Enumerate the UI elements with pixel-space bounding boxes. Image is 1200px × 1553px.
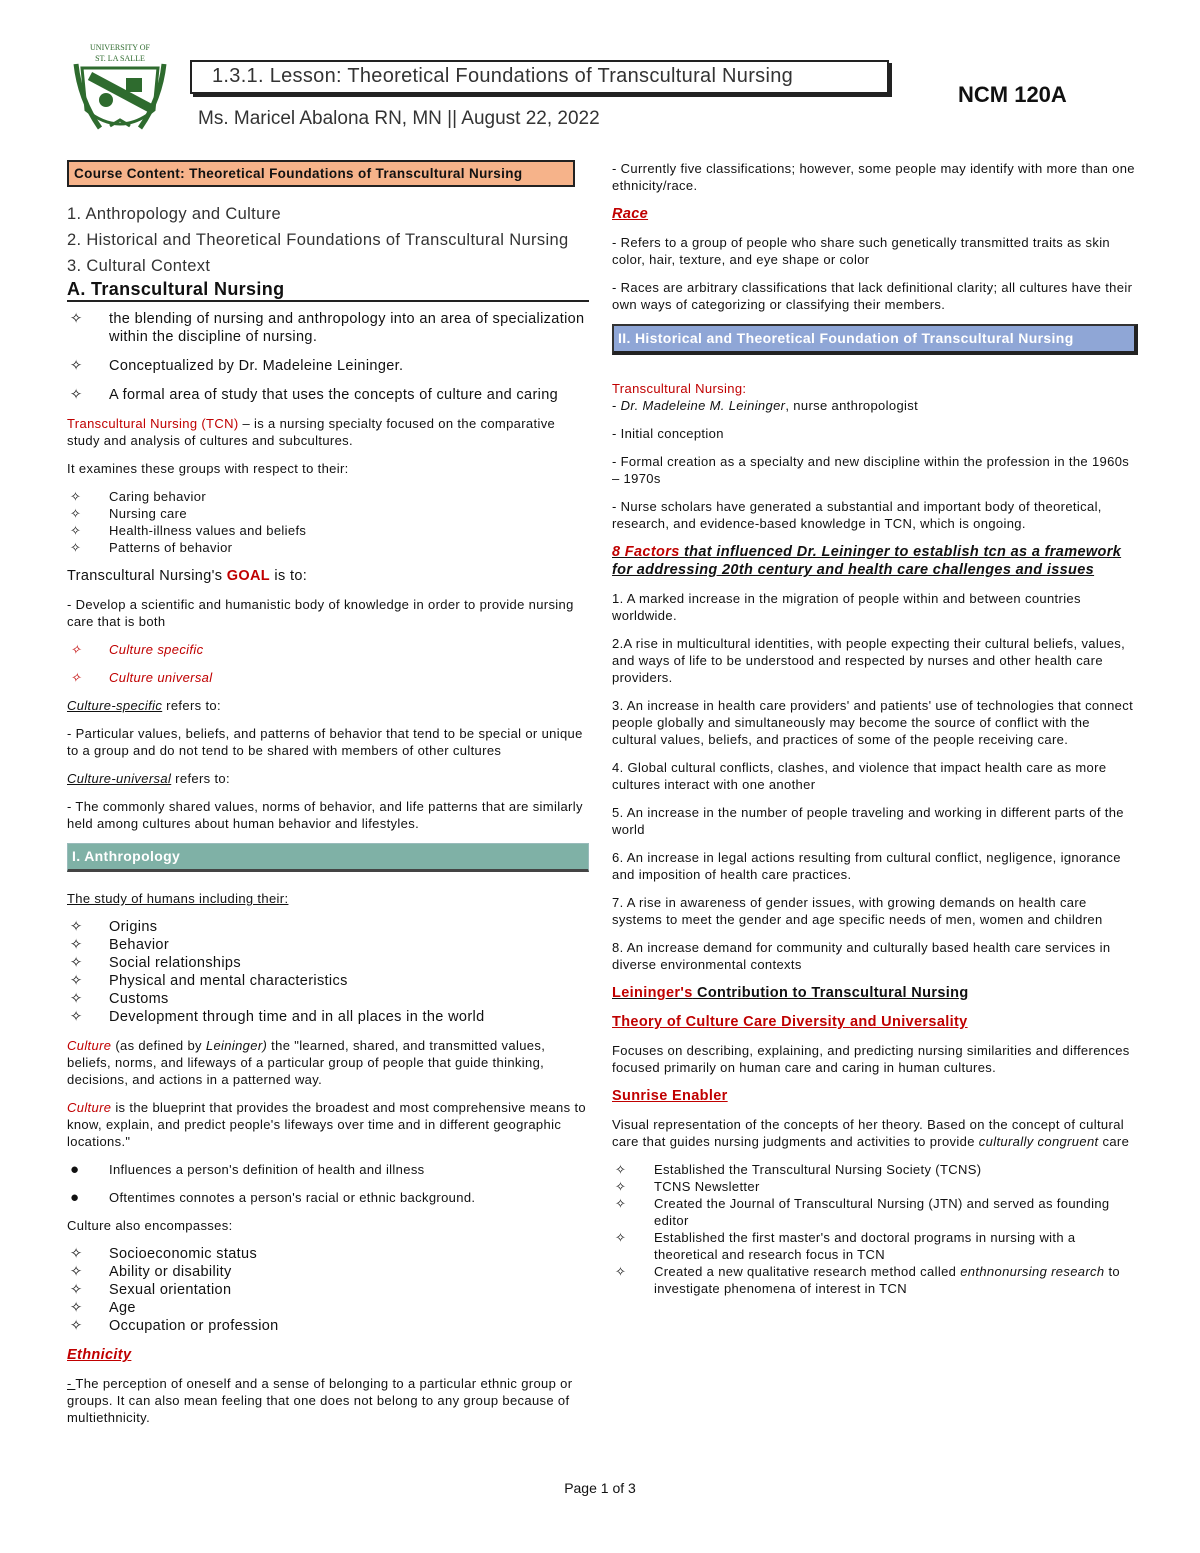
diamond-star-icon: ✧ [70, 1300, 83, 1316]
diamond-star-icon: ✧ [70, 358, 83, 374]
list-item: ✧ Behavior [70, 937, 170, 953]
tn-line: - Initial conception [612, 426, 724, 441]
diamond-star-icon: ✧ [70, 937, 83, 953]
tn-line: - Nurse scholars have generated a substantial and important body of theoretical, research, and evidence-based knowledge in TCN, which is ongoing. [612, 499, 1102, 531]
list-item: ✧ Established the Transcultural Nursing Society (TCNS) [615, 1162, 982, 1177]
list-item: ✧ Culture universal [70, 670, 213, 685]
round-bullet-icon: ● [70, 1161, 80, 1178]
course-code: NCM 120A [958, 82, 1067, 107]
culture-universal-label: Culture-universal refers to: [67, 771, 230, 786]
list-item: ✧ Socioeconomic status [70, 1246, 258, 1262]
list-item: ✧ Social relationships [70, 955, 241, 971]
list-item: ✧ Sexual orientation [70, 1282, 232, 1298]
culture-specific-def: - Particular values, beliefs, and patterns of behavior that tend to be special or unique to a group and do not tend to be shared with members of other cultures [67, 726, 583, 758]
list-item: ✧ Physical and mental characteristics [70, 973, 348, 989]
right-column [612, 160, 1138, 1297]
list-item: ✧ Created the Journal of Transcultural Nursing (JTN) and served as founding editor [615, 1196, 1110, 1228]
list-item: ● Oftentimes connotes a person's racial or ethnic background. [70, 1189, 476, 1206]
toc-item: 2. Historical and Theoretical Foundations of Transcultural Nursing [67, 231, 569, 249]
diamond-star-icon: ✧ [70, 955, 83, 971]
diamond-star-icon: ✧ [70, 919, 83, 935]
list-item: ✧ Established the first master's and doctoral programs in nursing with a theoretical and research focus in TCN [615, 1230, 1076, 1262]
diamond-star-icon: ✧ [70, 1264, 83, 1280]
ethnicity-def: - The perception of oneself and a sense of belonging to a particular ethnic group or groups. It can also mean feeling that one does not belong to any group because of multiethnicity. [67, 1376, 573, 1425]
factor-item: 1. A marked increase in the migration of people within and between countries worldwide. [612, 591, 1081, 623]
anthropology-header: I. Anthropology [67, 843, 589, 872]
factor-item: 5. An increase in the number of people traveling and working in different parts of the world [612, 805, 1124, 837]
factor-item: 3. An increase in health care providers' and patients' use of technologies that connect people globally and simultaneously may become the source of conflict with the cultural values, beliefs, and practices of some of the people receiving care. [612, 698, 1134, 747]
toc-item: 3. Cultural Context [67, 257, 211, 275]
page-number: Page 1 of 3 [564, 1480, 636, 1496]
list-item: ✧ Created a new qualitative research method called enthnonursing research to investigate phenomena of interest in TCN [615, 1264, 1121, 1296]
lesson-title: 1.3.1. Lesson: Theoretical Foundations of Transcultural Nursing [212, 65, 794, 87]
diamond-star-icon: ✧ [70, 1009, 83, 1025]
diamond-star-icon: ✧ [615, 1179, 627, 1194]
diamond-star-icon: ✧ [70, 1246, 83, 1262]
section-a-heading: A. Transcultural Nursing [67, 281, 589, 302]
diamond-star-icon: ✧ [70, 506, 82, 521]
list-item: ✧ Patterns of behavior [70, 540, 233, 555]
goal-line: Transcultural Nursing's GOAL is to: [67, 568, 308, 584]
list-item: ● Influences a person's definition of health and illness [70, 1161, 425, 1178]
tcn-definition: Transcultural Nursing (TCN) – is a nursing specialty focused on the comparative study and analysis of cultures and subcultures. [67, 416, 556, 448]
factor-item: 2.A rise in multicultural identities, with people expecting their cultural beliefs, values, and ways of life to be understood and respected by nurses and other health care providers. [612, 636, 1126, 685]
toc-item: 1. Anthropology and Culture [67, 205, 282, 223]
list-item: ✧ Age [70, 1300, 136, 1316]
tn-label: Transcultural Nursing: [612, 381, 747, 396]
svg-text:ST. LA SALLE: ST. LA SALLE [95, 54, 145, 63]
encompasses-label: Culture also encompasses: [67, 1218, 233, 1233]
contribution-heading: Leininger's Contribution to Transcultural Nursing [612, 985, 969, 1001]
contribution-list [612, 1161, 1138, 1297]
culture-specific-label: Culture-specific refers to: [67, 698, 221, 713]
culture-definition-2: Culture is the blueprint that provides the broadest and most comprehensive means to know, explain, and predict people's lifeways over time and in different geographic locations." [67, 1100, 586, 1149]
round-bullet-icon: ● [70, 1189, 80, 1206]
race-def-1: - Refers to a group of people who share such genetically transmitted traits as skin color, hair, texture, and eye shape or color [612, 235, 1111, 267]
diamond-star-icon: ✧ [70, 311, 83, 327]
factors-heading: 8 Factors that influenced Dr. Leininger to establish tcn as a framework for addressing 20th century and health care challenges and issues [612, 544, 1122, 578]
sunrise-def: Visual representation of the concepts of her theory. Based on the concept of cultural care that guides nursing judgments and activities to provide culturally congruent care [612, 1117, 1130, 1149]
list-item: ✧ Health-illness values and beliefs [70, 523, 307, 538]
list-item: ✧ Culture specific [70, 642, 204, 657]
list-item: ✧ Nursing care [70, 506, 187, 521]
diamond-star-icon: ✧ [615, 1264, 627, 1279]
race-heading: Race [612, 206, 649, 222]
historical-header: II. Historical and Theoretical Foundation of Transcultural Nursing [612, 324, 1138, 355]
culture-definition-1: Culture (as defined by Leininger) the "learned, shared, and transmitted values, beliefs, norms, and lifeways of a particular group of people that guide thinking, decisions, and actions in a patterned way. [67, 1038, 546, 1087]
culture-universal-def: - The commonly shared values, norms of behavior, and life patterns that are similarly held among cultures about human behavior and lifestyles. [67, 799, 583, 831]
diamond-star-icon: ✧ [70, 540, 82, 555]
diamond-star-icon: ✧ [70, 1318, 83, 1334]
goal-text: - Develop a scientific and humanistic body of knowledge in order to provide nursing care that is both [67, 597, 574, 629]
toc-list [67, 201, 589, 279]
university-seal-logo [70, 40, 170, 140]
list-item: ✧ Customs [70, 991, 169, 1007]
tn-line: - Dr. Madeleine M. Leininger, nurse anthropologist [612, 398, 919, 413]
diamond-star-icon: ✧ [70, 523, 82, 538]
author-date-line: Ms. Maricel Abalona RN, MN || August 22, 2022 [198, 108, 600, 129]
theory-def: Focuses on describing, explaining, and predicting nursing similarities and differences focused primarily on human care and caring in human cultures. [612, 1043, 1130, 1075]
diamond-star-icon: ✧ [615, 1230, 627, 1245]
ethnicity-continued: - Currently five classifications; however, some people may identify with more than one ethnicity/race. [612, 161, 1135, 193]
list-item: ✧ the blending of nursing and anthropology into an area of specialization within the discipline of nursing. [70, 311, 585, 345]
list-item: ✧ Ability or disability [70, 1264, 232, 1280]
ethnicity-heading: Ethnicity [67, 1347, 132, 1363]
study-label: The study of humans including their: [67, 891, 289, 906]
diamond-star-icon: ✧ [70, 642, 82, 657]
factor-item: 7. A rise in awareness of gender issues, with growing demands on health care systems to meet the gender and age specific needs of men, women and children [612, 895, 1103, 927]
diamond-star-icon: ✧ [615, 1162, 627, 1177]
sunrise-heading: Sunrise Enabler [612, 1088, 728, 1104]
diamond-star-icon: ✧ [70, 670, 82, 685]
factor-item: 4. Global cultural conflicts, clashes, and violence that impact health care as more cultures interact with one another [612, 760, 1107, 792]
tn-line: - Formal creation as a specialty and new discipline within the profession in the 1960s – 1970s [612, 454, 1130, 486]
diamond-star-icon: ✧ [70, 1282, 83, 1298]
lesson-title-box [190, 60, 889, 94]
examines-text: It examines these groups with respect to their: [67, 461, 349, 476]
study-list [67, 918, 589, 1026]
diamond-star-icon: ✧ [70, 387, 83, 403]
list-item: ✧ Caring behavior [70, 489, 207, 504]
svg-text:UNIVERSITY OF: UNIVERSITY OF [90, 43, 150, 52]
diamond-star-icon: ✧ [70, 973, 83, 989]
encompasses-list [67, 1245, 589, 1335]
list-item: ✧ Origins [70, 919, 158, 935]
diamond-star-icon: ✧ [70, 489, 82, 504]
diamond-star-icon: ✧ [615, 1196, 627, 1211]
list-item: ✧ Occupation or profession [70, 1318, 279, 1334]
theory-heading: Theory of Culture Care Diversity and Universality [612, 1014, 968, 1030]
race-def-2: - Races are arbitrary classifications that lack definitional clarity; all cultures have their own ways of categorizing or classifying their members. [612, 280, 1133, 312]
left-column [67, 160, 589, 1437]
list-item: ✧ TCNS Newsletter [615, 1179, 760, 1194]
factor-item: 6. An increase in legal actions resulting from cultural conflict, negligence, ignorance and imposition of health care practices. [612, 850, 1121, 882]
course-content-header: Course Content: Theoretical Foundations of Transcultural Nursing [67, 160, 575, 187]
list-item: ✧ Conceptualized by Dr. Madeleine Leininger. [70, 358, 404, 374]
list-item: ✧ A formal area of study that uses the concepts of culture and caring [70, 387, 559, 403]
list-item: ✧ Development through time and in all places in the world [70, 1009, 485, 1025]
factor-item: 8. An increase demand for community and culturally based health care services in diverse environmental contexts [612, 940, 1111, 972]
groups-list [67, 488, 589, 556]
diamond-star-icon: ✧ [70, 991, 83, 1007]
